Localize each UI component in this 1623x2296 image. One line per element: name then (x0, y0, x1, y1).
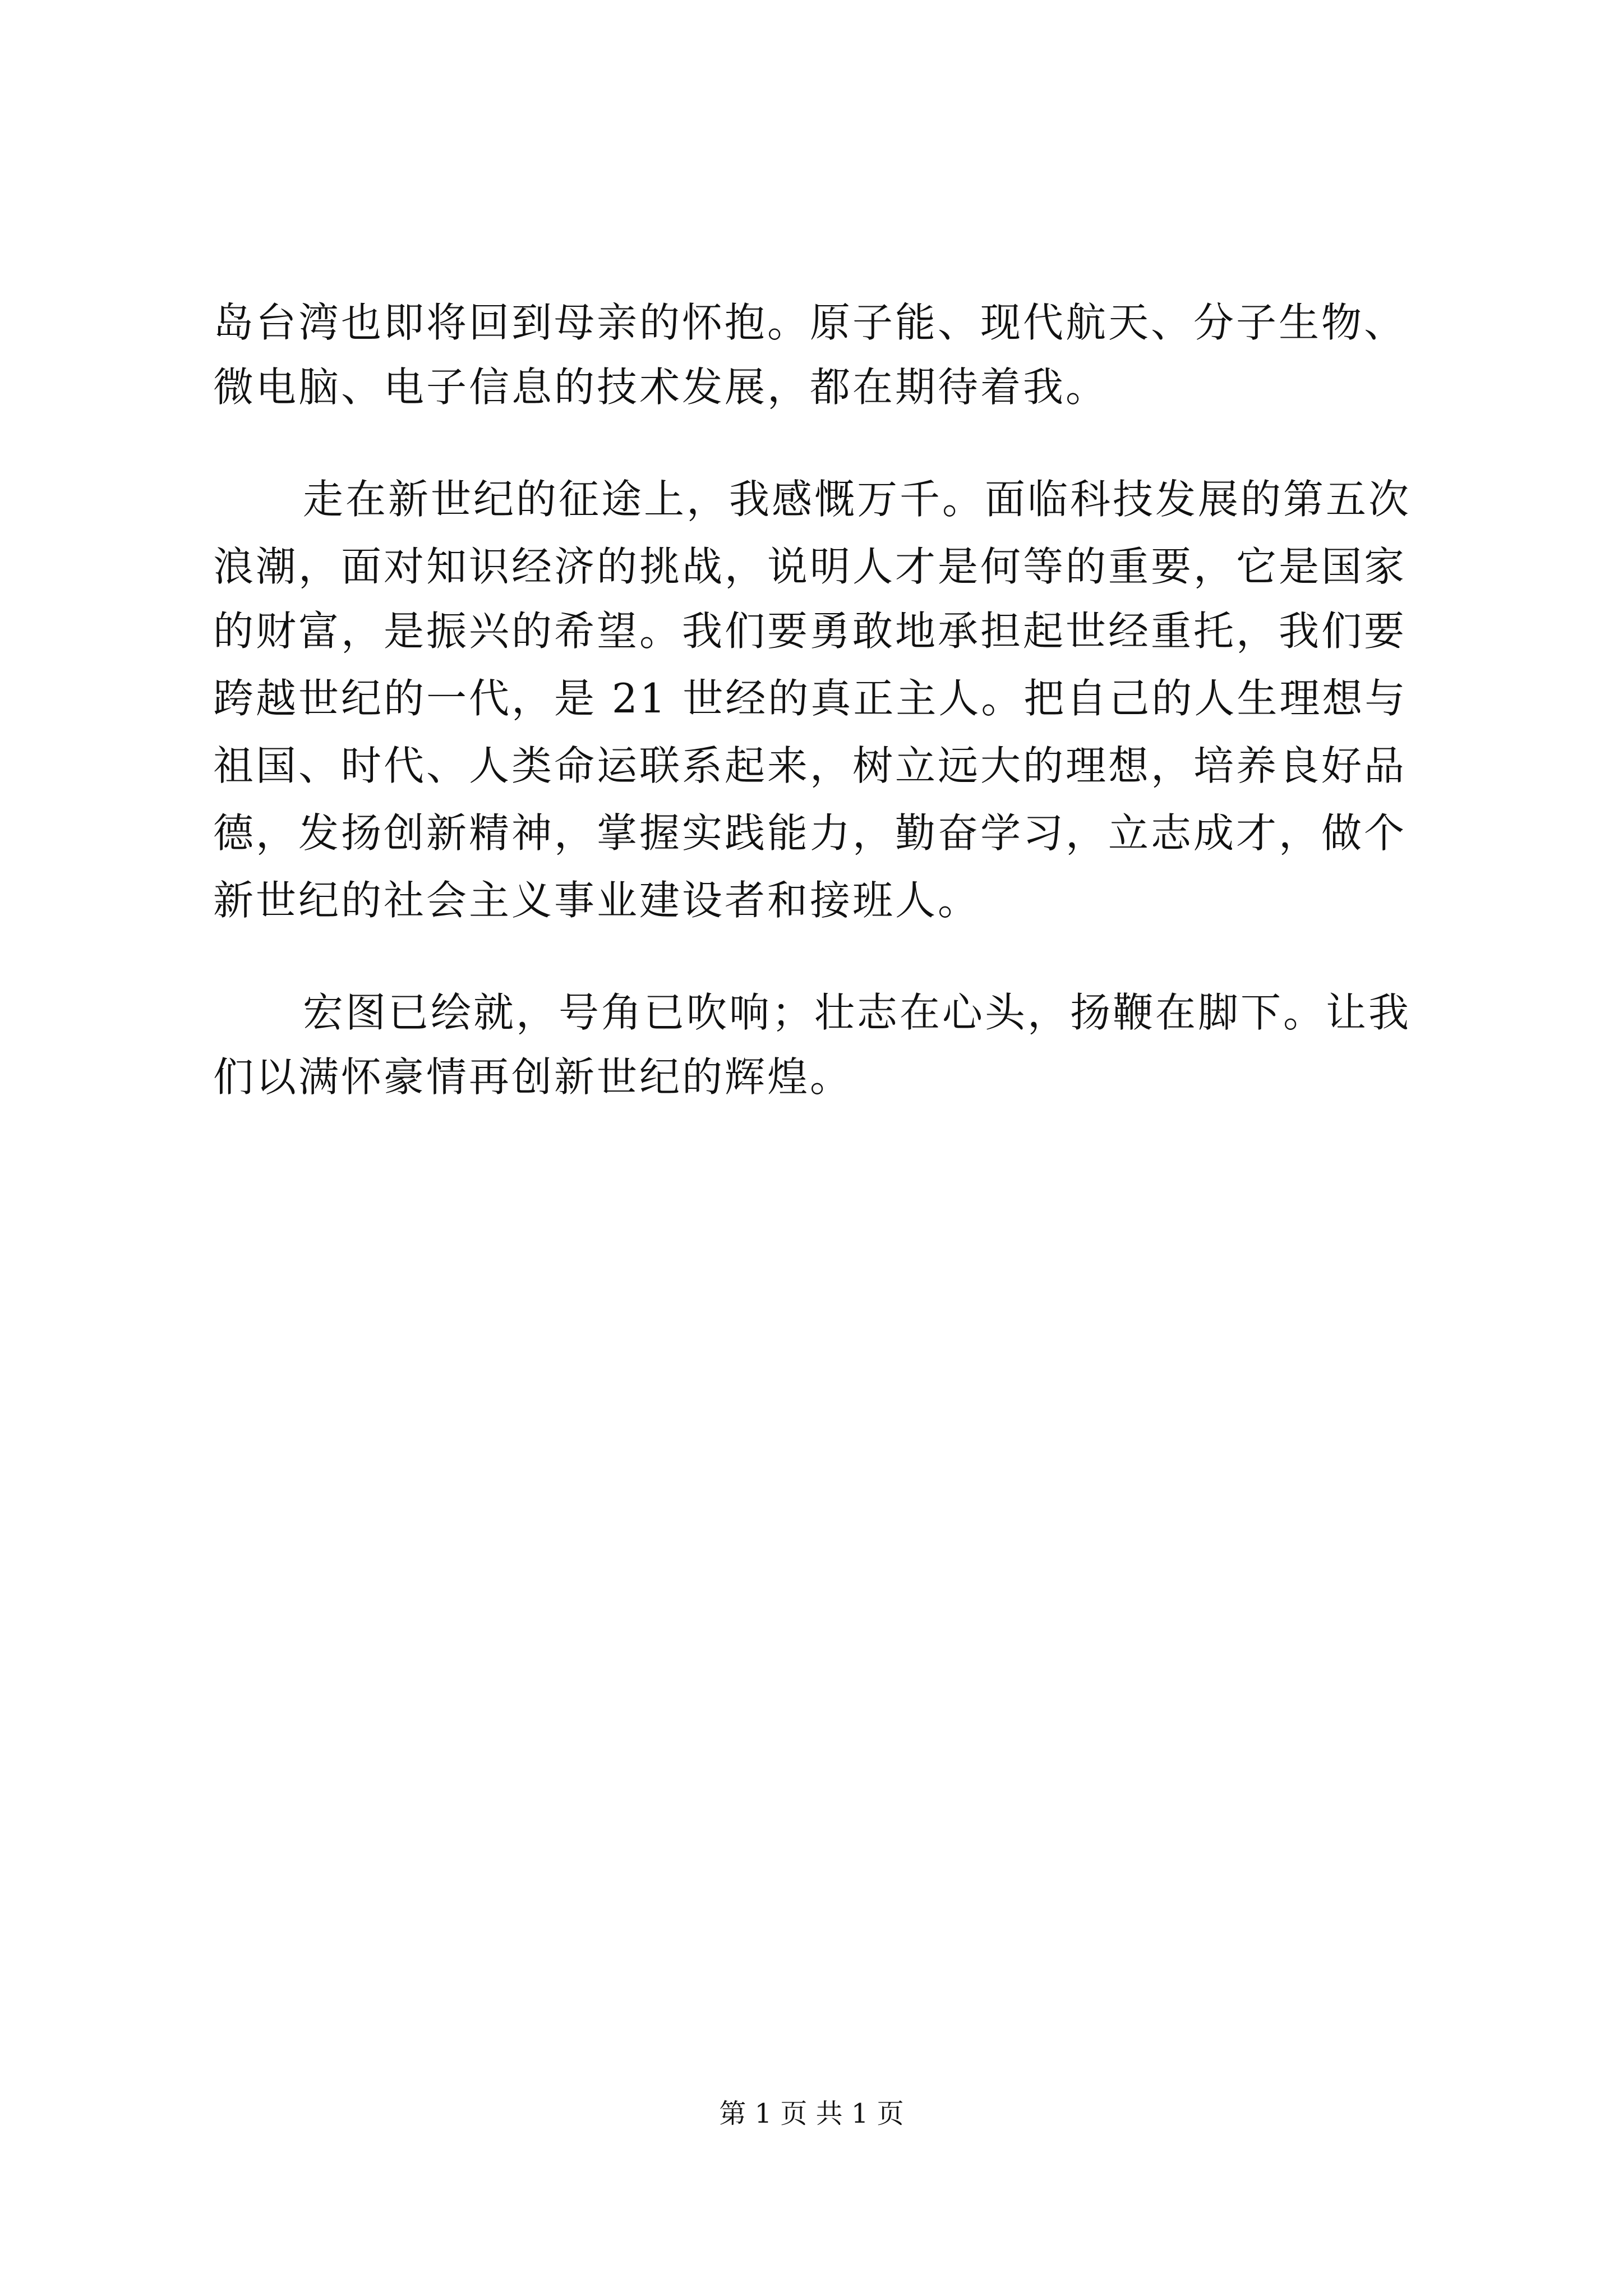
text-line: 新世纪的社会主义事业建设者和接班人。 (213, 877, 981, 924)
text-line: 祖国、时代、人类命运联系起来，树立远大的理想，培养良好品 (213, 742, 1407, 789)
text-line: 走在新世纪的征途上，我感慨万千。面临科技发展的第五次 (303, 476, 1412, 523)
text-line: 岛台湾也即将回到母亲的怀抱。原子能、现代航天、分子生物、 (213, 299, 1407, 346)
text-line: 们以满怀豪情再创新世纪的辉煌。 (213, 1053, 853, 1101)
text-line: 的财富，是振兴的希望。我们要勇敢地承担起世经重托，我们要 (213, 608, 1407, 655)
text-line: 微电脑、电子信息的技术发展，都在期待着我。 (213, 364, 1109, 411)
page-footer: 第 1 页 共 1 页 (719, 2098, 904, 2129)
text-line: 德，发扬创新精神，掌握实践能力，勤奋学习，立志成才，做个 (213, 809, 1407, 857)
text-line: 浪潮，面对知识经济的挑战，说明人才是何等的重要，它是国家 (213, 543, 1407, 590)
text-line: 跨越世纪的一代，是 21 世经的真正主人。把自己的人生理想与 (213, 675, 1408, 722)
text-line: 宏图已绘就，号角已吹响；壮志在心头，扬鞭在脚下。让我 (303, 989, 1412, 1036)
